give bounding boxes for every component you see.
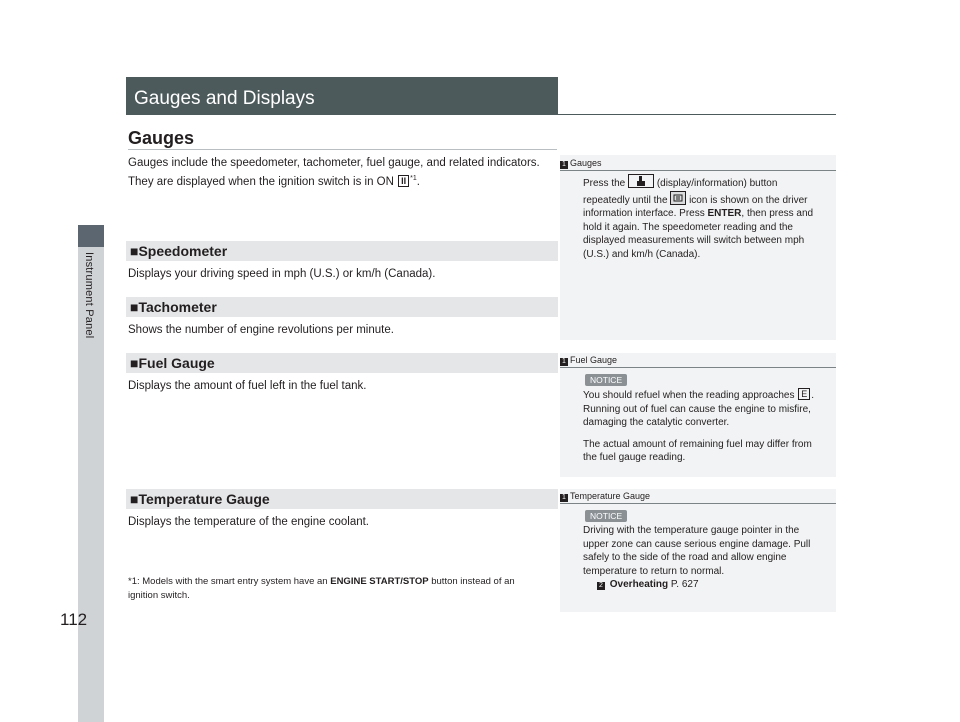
footnote: *1: Models with the smart entry system have an ENGINE START/STOP button instead of an ignition switch. <box>128 576 515 601</box>
chapter-tab-marker <box>78 225 104 247</box>
section-heading: Gauges <box>128 128 195 148</box>
fuel-gauge-title: ■Fuel Gauge <box>130 355 215 371</box>
reference-icon: 1 <box>560 358 568 366</box>
fuel-notice-badge: NOTICE <box>585 374 627 386</box>
intro-line-2: They are displayed when the ignition switch is in ON II $^{*1}$. <box>128 175 420 188</box>
page-title: Gauges and Displays <box>134 88 315 109</box>
tachometer-title: ■Tachometer <box>130 299 217 315</box>
page-reference-icon: 2 <box>597 582 605 590</box>
fuel-gauge-text: Displays the amount of fuel left in the fuel tank. <box>128 380 367 392</box>
tachometer-text: Shows the number of engine revolutions per minute. <box>128 324 394 336</box>
intro-line-1: Gauges include the speedometer, tachometer, fuel gauge, and related indicators. <box>128 157 540 169</box>
ignition-position-key: II <box>398 175 409 187</box>
reference-icon: 1 <box>560 161 568 169</box>
sidebar-gauges-head: 1 Gauges <box>560 158 602 169</box>
sidebar-fuel-head: 1 Fuel Gauge <box>560 355 617 366</box>
reference-icon: 1 <box>560 494 568 502</box>
footnote-button-name: ENGINE START/STOP <box>330 576 429 587</box>
speedometer-title: ■Speedometer <box>130 243 228 259</box>
sidebar-temp-head: 1 Temperature Gauge <box>560 491 650 502</box>
sidebar-gauges-body: Press the (display/information) button repeatedly until the icon is shown on the driver information interface. Press ENTER, then press and hold it again. The speedometer reading and the displayed measurements will switch between mph (U.S.) and km/h (Canada). <box>583 174 833 261</box>
sidebar-temp-body: Driving with the temperature gauge pointer in the upper zone can cause serious engine damage. Pull safely to the side of the road and allow engine temperature to return to normal. 2 Overheating P. 627 <box>583 524 835 592</box>
chapter-side-label: Instrument Panel <box>83 252 95 339</box>
temp-notice-badge: NOTICE <box>585 510 627 522</box>
display-information-button-icon <box>628 174 654 188</box>
intro-footnote-mark: *1 <box>410 175 417 182</box>
temperature-gauge-title: ■Temperature Gauge <box>130 491 270 507</box>
speedometer-text: Displays your driving speed in mph (U.S.) or km/h (Canada). <box>128 268 436 280</box>
vehicle-settings-icon <box>670 191 686 205</box>
intro-paragraph <box>128 155 558 190</box>
overheating-link[interactable]: 2 Overheating P. 627 <box>583 578 835 592</box>
empty-marker-key: E <box>798 388 810 400</box>
temperature-gauge-text: Displays the temperature of the engine coolant. <box>128 516 370 528</box>
heading-rule <box>128 149 557 150</box>
page-number: 112 <box>60 610 88 629</box>
sidebar-gauges-rule <box>560 170 836 171</box>
title-underline <box>558 114 836 115</box>
sidebar-temp-rule <box>560 503 836 504</box>
sidebar-fuel-rule <box>560 367 836 368</box>
sidebar-fuel-body: You should refuel when the reading approaches E . Running out of fuel can cause the engine to misfire, damaging the catalytic converter. The actual amount of remaining fuel may differ from the fuel gauge reading. <box>583 389 815 463</box>
